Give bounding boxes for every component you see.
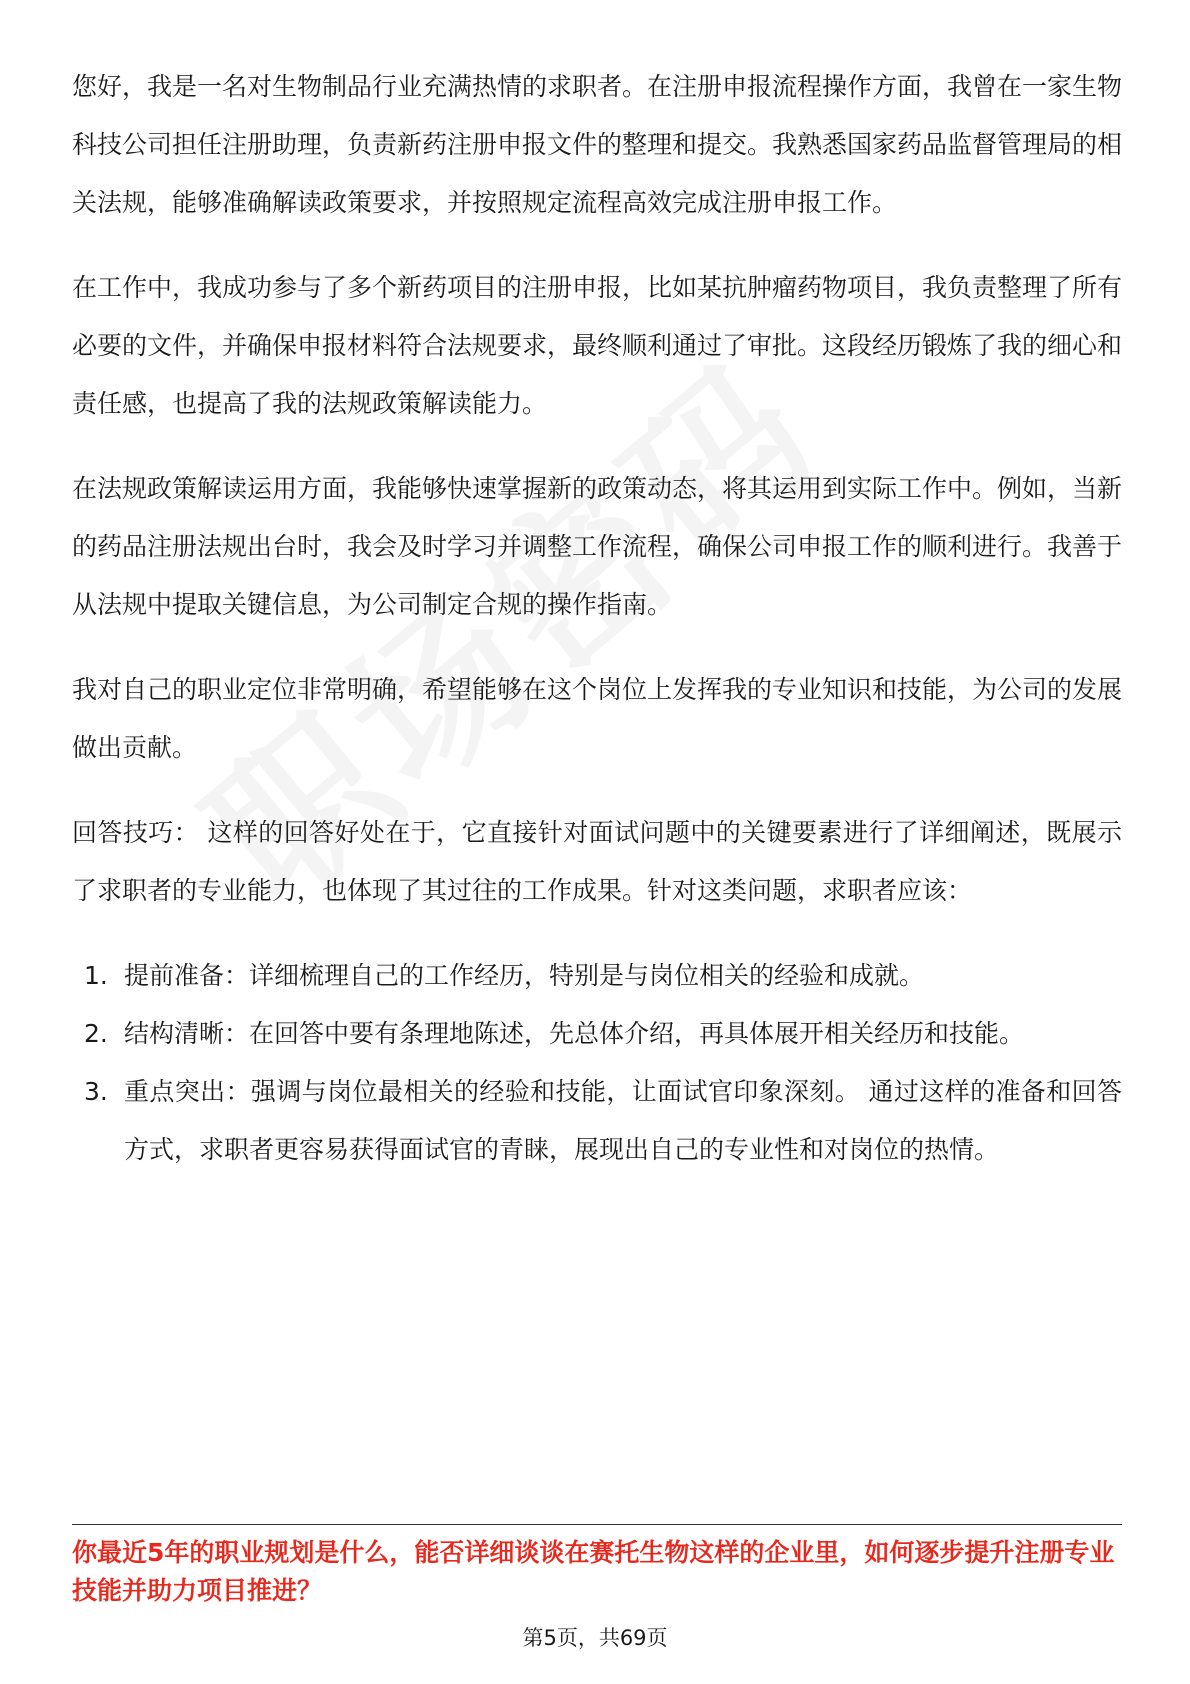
list-number: 1. (84, 961, 108, 990)
list-number: 3. (84, 1077, 108, 1106)
tips-list-item (72, 947, 1122, 1005)
answer-paragraph-2: 在工作中，我成功参与了多个新药项目的注册申报，比如某抗肿瘤药物项目，我负责整理了所有必要的文件，并确保申报材料符合法规要求，最终顺利通过了审批。这段经历锻炼了我的细心和责任感，也提高了我的法规政策解读能力。 (72, 273, 1123, 418)
answer-content (72, 58, 1122, 1179)
next-question-heading: 你最近5年的职业规划是什么，能否详细谈谈在赛托生物这样的企业里，如何逐步提升注册专业技能并助力项目推进？ (72, 1538, 1115, 1605)
tips-list-item (72, 1005, 1122, 1063)
answer-tips-intro: 回答技巧： 这样的回答好处在于，它直接针对面试问题中的关键要素进行了详细阐述，既展示了求职者的专业能力，也体现了其过往的工作成果。针对这类问题，求职者应该： (72, 818, 1122, 905)
tips-list-item (72, 1063, 1122, 1179)
answer-paragraph-1: 您好，我是一名对生物制品行业充满热情的求职者。在注册申报流程操作方面，我曾在一家生物科技公司担任注册助理，负责新药注册申报文件的整理和提交。我熟悉国家药品监督管理局的相关法规，能够准确解读政策要求，并按照规定流程高效完成注册申报工作。 (72, 72, 1123, 217)
page-number-footer: 第5页，共69页 (522, 1626, 668, 1650)
list-item-text: 结构清晰：在回答中要有条理地陈述，先总体介绍，再具体展开相关经历和技能。 (124, 1019, 1025, 1048)
list-number: 2. (84, 1019, 108, 1048)
section-divider (72, 1524, 1122, 1525)
list-item-text: 提前准备：详细梳理自己的工作经历，特别是与岗位相关的经验和成就。 (124, 961, 925, 990)
answer-paragraph-3: 在法规政策解读运用方面，我能够快速掌握新的政策动态，将其运用到实际工作中。例如，当新的药品注册法规出台时，我会及时学习并调整工作流程，确保公司申报工作的顺利进行。我善于从法规中提取关键信息，为公司制定合规的操作指南。 (72, 474, 1123, 619)
list-item-text: 重点突出：强调与岗位最相关的经验和技能，让面试官印象深刻。 通过这样的准备和回答方式，求职者更容易获得面试官的青睐，展现出自己的专业性和对岗位的热情。 (124, 1077, 1122, 1164)
tips-list (72, 947, 1122, 1179)
answer-paragraph-4: 我对自己的职业定位非常明确，希望能够在这个岗位上发挥我的专业知识和技能，为公司的发展做出贡献。 (72, 675, 1123, 762)
